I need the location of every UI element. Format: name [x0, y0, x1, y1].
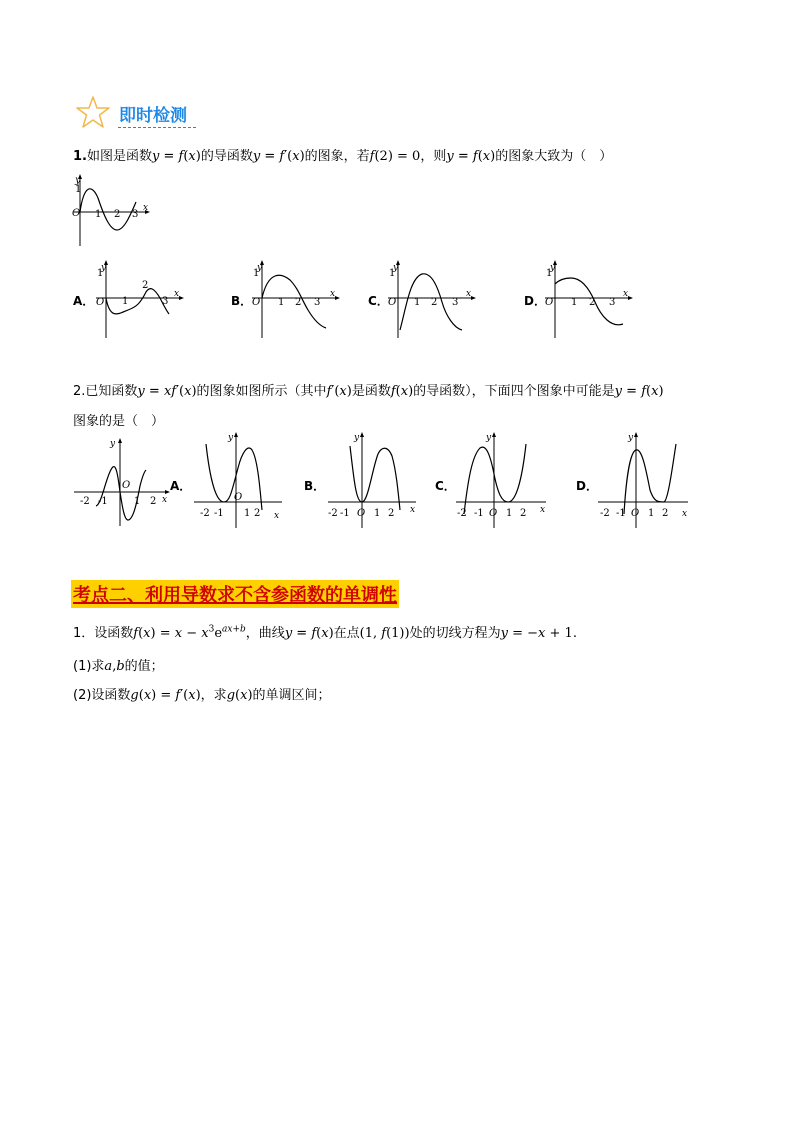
svg-text:1: 1 — [506, 508, 513, 519]
svg-text:-2: -2 — [80, 496, 90, 507]
svg-text:O: O — [234, 492, 243, 503]
svg-text:2: 2 — [295, 297, 302, 308]
section-heading: 即时检测 — [119, 106, 187, 126]
svg-text:1: 1 — [253, 268, 260, 279]
svg-text:-1: -1 — [616, 508, 626, 519]
q2-option-a-label: A． — [170, 479, 192, 493]
svg-text:O: O — [489, 508, 498, 519]
question-2-text-line-1: 2.已知函数y = xf′(x)的图象如图所示（其中f′(x)是函数f(x)的导函数），下面四个图象中可能是y = f(x) — [73, 384, 664, 399]
q1-option-d-label: D． — [524, 294, 546, 308]
svg-text:3: 3 — [162, 296, 169, 307]
svg-text:3: 3 — [452, 297, 459, 308]
svg-text:-1: -1 — [474, 508, 484, 519]
svg-text:y: y — [550, 263, 556, 273]
svg-text:3: 3 — [609, 297, 616, 308]
svg-text:2: 2 — [388, 508, 395, 519]
star-icon — [76, 96, 110, 128]
q1-option-b-graph — [250, 258, 342, 340]
problem-1-subquestion-1: (1)求a,b的值； — [73, 659, 164, 674]
svg-text:2: 2 — [589, 297, 596, 308]
svg-text:2: 2 — [142, 280, 149, 291]
svg-text:1: 1 — [374, 508, 381, 519]
svg-text:x: x — [623, 289, 629, 299]
q1-option-c-graph — [386, 258, 478, 340]
q2-option-c-graph — [454, 430, 550, 530]
problem-1-intro: 1．设函数$f(x) = x - x^3e^{ax+b}$，曲线y = f(x)在点(1, f(1))处的切线方程为y = −x + 1. — [73, 624, 577, 641]
svg-text:-1: -1 — [214, 508, 224, 519]
svg-text:1: 1 — [244, 508, 251, 519]
q2-option-c-label: C． — [435, 479, 456, 493]
tick-x-1: 1 — [95, 209, 102, 220]
q2-option-a-graph — [192, 430, 284, 530]
q1-given-graph — [70, 172, 152, 248]
svg-text:x: x — [466, 289, 472, 299]
q2-option-d-graph — [596, 430, 692, 530]
q1-option-a-label: A． — [73, 294, 95, 308]
svg-text:O: O — [357, 508, 366, 519]
svg-text:x: x — [540, 505, 546, 515]
svg-text:2: 2 — [150, 496, 157, 507]
svg-text:O: O — [388, 297, 397, 308]
question-2-text-line-2: 图象的是（ ） — [73, 414, 165, 429]
tick-x-3: 3 — [132, 209, 139, 220]
svg-text:x: x — [274, 511, 280, 521]
svg-text:O: O — [631, 508, 640, 519]
svg-text:1: 1 — [648, 508, 655, 519]
svg-text:-2: -2 — [328, 508, 338, 519]
q1-option-a-graph — [94, 258, 186, 340]
svg-text:O: O — [122, 480, 131, 491]
svg-text:-1: -1 — [340, 508, 350, 519]
svg-text:y: y — [486, 433, 492, 443]
svg-text:x: x — [174, 289, 180, 299]
svg-text:1: 1 — [97, 268, 104, 279]
y-axis-label: y — [75, 175, 81, 186]
svg-text:x: x — [682, 509, 688, 519]
svg-text:2: 2 — [520, 508, 527, 519]
svg-text:1: 1 — [414, 297, 421, 308]
svg-text:-2: -2 — [457, 508, 467, 519]
svg-text:3: 3 — [314, 297, 321, 308]
svg-text:x: x — [162, 495, 168, 505]
svg-text:y: y — [628, 433, 634, 443]
svg-text:-2: -2 — [600, 508, 610, 519]
svg-text:1: 1 — [546, 268, 553, 279]
section-title: 考点二、利用导数求不含参函数的单调性 — [71, 580, 399, 608]
svg-text:O: O — [252, 297, 261, 308]
svg-text:y: y — [228, 433, 234, 443]
origin-label: O — [72, 208, 81, 219]
x-axis-label: x — [143, 203, 149, 213]
svg-text:y: y — [110, 439, 116, 449]
problem-1-subquestion-2: (2)设函数g(x) = f′(x)，求g(x)的单调区间； — [73, 688, 331, 703]
q2-option-d-label: D． — [576, 479, 598, 493]
svg-text:O: O — [96, 297, 105, 308]
svg-text:1: 1 — [389, 268, 396, 279]
svg-text:x: x — [410, 505, 416, 515]
q1-option-d-graph — [543, 258, 635, 340]
svg-text:1: 1 — [278, 297, 285, 308]
q2-option-b-graph — [326, 430, 420, 530]
q1-option-c-label: C． — [368, 294, 389, 308]
tick-x-2: 2 — [114, 209, 121, 220]
svg-text:y: y — [393, 263, 399, 273]
svg-text:1: 1 — [571, 297, 578, 308]
svg-text:-1: -1 — [98, 496, 108, 507]
svg-text:1: 1 — [122, 296, 129, 307]
svg-text:2: 2 — [662, 508, 669, 519]
svg-text:y: y — [257, 263, 263, 273]
svg-text:1: 1 — [134, 496, 141, 507]
tick-y-1: 1 — [75, 184, 82, 195]
q2-option-b-label: B． — [304, 479, 326, 493]
q1-option-b-label: B． — [231, 294, 253, 308]
svg-text:y: y — [101, 263, 107, 273]
svg-text:x: x — [330, 289, 336, 299]
svg-text:2: 2 — [431, 297, 438, 308]
svg-text:2: 2 — [254, 508, 261, 519]
question-1-text: 1.如图是函数y = f(x)的导函数y = f′(x)的图象，若f(2) = 0，则y = f(x)的图象大致为（ ） — [73, 149, 613, 164]
svg-text:y: y — [354, 433, 360, 443]
q2-given-graph — [72, 436, 172, 528]
svg-text:-2: -2 — [200, 508, 210, 519]
svg-text:O: O — [545, 297, 554, 308]
